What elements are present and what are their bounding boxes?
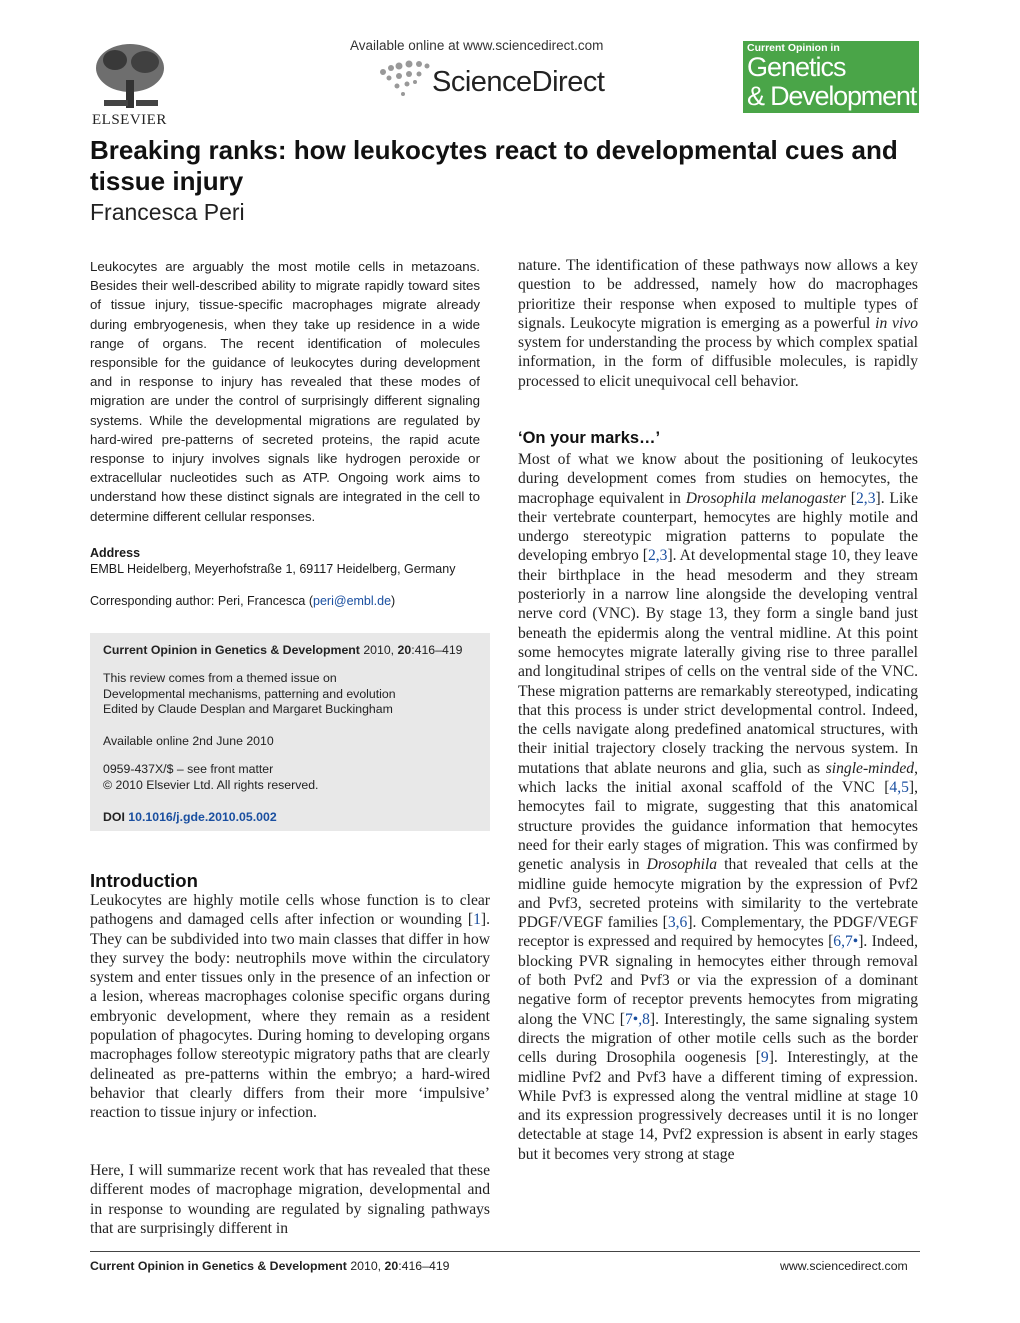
p2-text: ]. Indeed, blocking PVR signaling in hemocytes either through removal of both Pvf2 and Pvf3 or via the expression of a dominant negative form of receptor prevents hemocytes from migrating along the VNC [ (518, 933, 918, 1028)
p2-text: ]. Interestingly, at the midline Pvf2 and Pvf3 have a different timing of expression. While Pvf3 is expressed along the ventral midline at stage 10 and its expression progressively decreases until it is no longer detectable at stage 14, Pvf2 expression is absent in early stages but it becomes very strong at stage (518, 1049, 918, 1163)
intro-p1-text-b: ]. They can be subdivided into two main classes that differ in how they survey the body: neutrophils move within the circulatory system and enter tissues only in the presence of an infection or a lesion, whereas macrophages colonise specific organs during embryonic development, where they remain as a resident population of phagocytes. During homing to developing organs macrophages follow stereotypic migratory paths that are clearly delineated as pre-patterns within the embryo; a hard-wired behavior that clearly differs from their more ‘impulsive’ reaction to tissue injury or infection. (90, 911, 490, 1122)
abstract: Leukocytes are arguably the most motile cells in metazoans. Besides their well-described ability to migrate rapidly toward sites of tissue injury, tissue-specific macrophages migrate already during embryogenesis, when they take up residence in a wide range of organs. The recent identification of molecules responsible for the guidance of leukocytes during development and in response to injury has revealed that these modes of migration are under the control of surprisingly different signaling systems. While the developmental migrations are regulated by hard-wired pre-patterns of secreted proteins, the rapid acute response to injury involves signals like hydrogen peroxide or extracellular nucleotides such as ATP. Ongoing work aims to understand how these distinct signals are integrated in the cell to determine different cellular responses. (90, 259, 480, 524)
corresponding-prefix: Corresponding author: Peri, Francesca ( (90, 594, 314, 608)
p2-text: that revealed that cells at the midline guide hemocyte migration by the expression of Pvf2 and Pvf3, secreted proteins with similarity to the vertebrate PDGF/VEGF families [ (518, 856, 918, 932)
p2-text: , which lacks the initial axonal scaffold of the VNC [ (518, 759, 918, 797)
footer-pages: :416–419 (398, 1259, 450, 1273)
p2-text: ]. Like their vertebrate counterpart, hemocytes are highly motile and undergo stereotypic migration patterns to populate the developing embryo [ (518, 489, 918, 565)
info-theme-line2: Developmental mechanisms, patterning and evolution (103, 687, 396, 701)
p2-text: ], hemocytes fail to migrate, suggesting that this anatomical structure provides the guidance information that hemocytes need for their early stages of migration. This was confirmed by genetic analysis in (518, 779, 918, 874)
intro-p1-text-a: Leukocytes are highly motile cells whose function is to clear pathogens and damaged cells after infection or wounding [ (90, 892, 490, 929)
info-issn: 0959-437X/$ – see front matter (103, 762, 274, 776)
p2-text: ]. At developmental stage 10, they leave their birthplace in the head mesoderm and they stream posteriorly in a narrow line alongside the developing ventral nerve cord (VNC). By stage 13, they form a single band just beneath the epidermis along the ventral midline. At this point some hemocytes migrate laterally giving rise to three parallel and longitudinal stripes of cells on the ventral side of the VNC. These migration patterns are remarkably stereotyped, indicating that this process is under strict developmental control. Indeed, the cells navigate along predefined anatomical structures, with their initial trajectory closely tracking the nervous system. In mutations that ablate neurons and glia, such as (518, 547, 918, 777)
info-journal-year: 2010, (359, 643, 398, 657)
p2-text: Most of what we know about the positioning of leukocytes during development comes from studies on hemocytes, the macrophage equivalent in (518, 451, 918, 507)
journal-badge-line2: & Development (747, 81, 916, 111)
on-your-marks-heading: ‘On your marks…’ (518, 429, 661, 447)
sciencedirect-wordmark[interactable]: ScienceDirect (432, 66, 605, 98)
citation-link[interactable]: 3,6 (667, 914, 688, 932)
corresponding-suffix: ) (391, 594, 396, 608)
footer-volume: 20 (384, 1259, 399, 1273)
introduction-paragraph-1 (90, 891, 490, 1123)
article-title: Breaking ranks: how leukocytes react to developmental cues and tissue injury (90, 135, 898, 196)
corresponding-author (90, 594, 395, 608)
footer-journal: Current Opinion in Genetics & Development (90, 1259, 347, 1273)
journal-badge-line1: Genetics (747, 52, 846, 82)
footer-url[interactable]: www.sciencedirect.com (780, 1259, 908, 1273)
info-journal-volume: 20 (397, 643, 412, 657)
info-doi-line (103, 810, 277, 824)
p2-text: ]. Interestingly, the same signaling system directs the migration of other motile cells such as the border cells during Drosophila oogenesis [ (518, 1010, 918, 1067)
citation-link[interactable]: 7•,8 (624, 1010, 650, 1028)
right-paragraph-1 (518, 256, 918, 391)
p2-italic: Drosophila melanogaster (685, 489, 846, 507)
info-theme-line1: This review comes from a themed issue on (103, 671, 337, 685)
info-available-online: Available online 2nd June 2010 (103, 734, 274, 748)
footer-year: 2010, (346, 1259, 385, 1273)
info-doi-label: DOI (103, 810, 125, 824)
info-copyright: © 2010 Elsevier Ltd. All rights reserved. (103, 778, 319, 792)
publisher-name: ELSEVIER (92, 112, 167, 128)
right-p1-italic: in vivo (875, 314, 918, 332)
footer-citation (90, 1259, 450, 1273)
info-journal-name: Current Opinion in Genetics & Development (103, 643, 360, 657)
citation-link[interactable]: 2,3 (856, 489, 876, 507)
right-p1-text-a: nature. The identification of these pathways now allows a key question to be addressed, namely how do macrophages prioritize their response when exposed to multiple types of signals. Leukocyte migration is emerging as a powerful (518, 257, 918, 332)
info-journal-pages: :416–419 (411, 643, 463, 657)
citation-link[interactable]: 6,7• (833, 933, 859, 951)
journal-badge (743, 41, 919, 113)
right-paragraph-2 (518, 450, 918, 1164)
author-email-link[interactable]: peri@embl.de (313, 594, 392, 608)
address-heading: Address (90, 546, 141, 560)
citation-link[interactable]: 4,5 (889, 779, 909, 797)
citation-link[interactable]: 9 (760, 1049, 769, 1067)
footer-divider (90, 1251, 920, 1252)
author-name: Francesca Peri (90, 199, 245, 225)
introduction-paragraph-2: Here, I will summarize recent work that has revealed that these different modes of macrophage migration, developmental and in response to wounding are regulated by signaling pathways that are surprisingly different in (90, 1162, 490, 1237)
journal-badge-small: Current Opinion in (747, 42, 840, 54)
p2-italic: Drosophila (646, 856, 718, 874)
info-theme-line3: Edited by Claude Desplan and Margaret Buckingham (103, 702, 393, 716)
address-text: EMBL Heidelberg, Meyerhofstraße 1, 69117 Heidelberg, Germany (90, 562, 456, 576)
introduction-heading: Introduction (90, 870, 198, 891)
doi-link[interactable]: 10.1016/j.gde.2010.05.002 (128, 810, 277, 824)
citation-link[interactable]: 2,3 (647, 547, 668, 565)
right-p1-text-b: system for understanding the process by which complex spatial information, in the form of diffusible molecules, is rapidly processed to elicit unequivocal cell behavior. (518, 334, 918, 390)
p2-text: [ (845, 489, 856, 507)
article-info-box (90, 633, 490, 831)
p2-italic: single-minded (825, 759, 915, 777)
info-journal-line (103, 643, 463, 657)
p2-text: ]. Complementary, the PDGF/VEGF receptor is expressed and required by hemocytes [ (518, 914, 918, 951)
citation-link[interactable]: 1 (473, 911, 481, 929)
available-online-text[interactable]: Available online at www.sciencedirect.com (350, 38, 604, 53)
